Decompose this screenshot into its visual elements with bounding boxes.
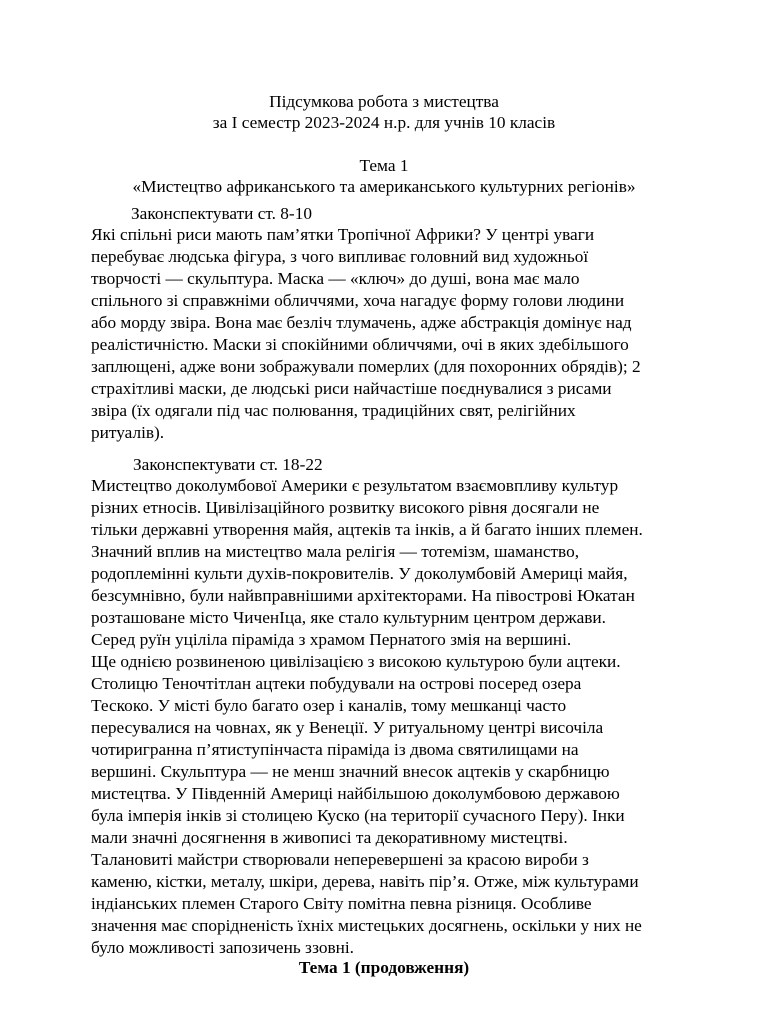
paragraph-line: Ще однією розвиненою цивілізацією з високою культурою були ацтеки. — [91, 652, 621, 671]
paragraph-line: було можливості запозичень ззовні. — [91, 938, 354, 957]
paragraph-line: вершині. Скульптура — не менш значний внесок ацтеків у скарбницю — [91, 762, 610, 781]
paragraph-line: страхітливі маски, де людські риси найчастіше поєднувалися з рисами — [91, 379, 612, 398]
paragraph-line: або морду звіра. Вона має безліч тлумачень, адже абстракція домінує над — [91, 313, 632, 332]
paragraph-line: безсумнівно, були найвправнішими архітекторами. На півострові Юкатан — [91, 586, 635, 605]
section2-task: Законспектувати ст. 18-22 — [133, 455, 323, 474]
paragraph-line: заплющені, адже вони зображували померлих (для похоронних обрядів); 2 — [91, 357, 641, 376]
paragraph-line: перебуває людська фігура, з чого випливає головний вид художньої — [91, 247, 589, 266]
paragraph-line: різних етносів. Цивілізаційного розвитку високого рівня досягали не — [91, 498, 600, 517]
paragraph-line: Талановиті майстри створювали неперевершені за красою вироби з — [91, 850, 589, 869]
paragraph-line: Тескоко. У місті було багато озер і каналів, тому мешканці часто — [91, 696, 567, 715]
paragraph-line: Мистецтво доколумбової Америки є результатом взаємовпливу культур — [91, 476, 619, 495]
paragraph-line: тільки державні утворення майя, ацтеків та інків, а й багато інших племен. — [91, 520, 643, 539]
paragraph-line: Значний вплив на мистецтво мала релігія — тотемізм, шаманство, — [91, 542, 580, 561]
paragraph-line: мали значні досягнення в живописі та декоративному мистецтві. — [91, 828, 568, 847]
topic-name: «Мистецтво африканського та американського культурних регіонів» — [132, 177, 636, 196]
paragraph-line: пересувалися на човнах, як у Венеції. У ритуальному центрі височіла — [91, 718, 604, 737]
paragraph-line: розташоване місто ЧиченІца, яке стало культурним центром держави. — [91, 608, 606, 627]
paragraph-line: каменю, кістки, металу, шкіри, дерева, навіть пір’я. Отже, між культурами — [91, 872, 639, 891]
document-title: Підсумкова робота з мистецтва — [269, 92, 499, 111]
paragraph-line: була імперія інків зі столицею Куско (на території сучасного Перу). Інки — [91, 806, 625, 825]
paragraph-line: Столицю Теночтітлан ацтеки побудували на острові посеред озера — [91, 674, 582, 693]
paragraph-line: індіанських племен Старого Світу помітна певна різниця. Особливе — [91, 894, 592, 913]
section1-task: Законспектувати ст. 8-10 — [131, 204, 312, 223]
paragraph-line: творчості — скульптура. Маска — «ключ» до душі, вона має мало — [91, 269, 580, 288]
paragraph-line: чотиригранна п’ятиступінчаста піраміда із двома святилищами на — [91, 740, 579, 759]
topic-continued-heading: Тема 1 (продовження) — [298, 958, 470, 977]
paragraph-line: звіра (їх одягали під час полювання, традиційних свят, релігійних — [91, 401, 576, 420]
topic-heading: Тема 1 — [359, 156, 409, 175]
paragraph-line: Серед руїн уціліла піраміда з храмом Пернатого змія на вершині. — [91, 630, 572, 649]
paragraph-line: Які спільні риси мають пам’ятки Тропічної Африки? У центрі уваги — [91, 225, 595, 244]
paragraph-line: родоплемінні культи духів-покровителів. У доколумбовій Америці майя, — [91, 564, 628, 583]
paragraph-line: спільного зі справжніми обличчями, хоча нагадує форму голови людини — [91, 291, 625, 310]
paragraph-line: значення має спорідненість їхніх мистецьких досягнень, оскільки у них не — [91, 916, 642, 935]
paragraph-line: ритуалів). — [91, 423, 165, 442]
document-subtitle: за І семестр 2023-2024 н.р. для учнів 10 класів — [212, 113, 556, 132]
paragraph-line: реалістичністю. Маски зі спокійними обличчями, очі в яких здебільшого — [91, 335, 629, 354]
paragraph-line: мистецтва. У Південній Америці найбільшою доколумбовою державою — [91, 784, 620, 803]
